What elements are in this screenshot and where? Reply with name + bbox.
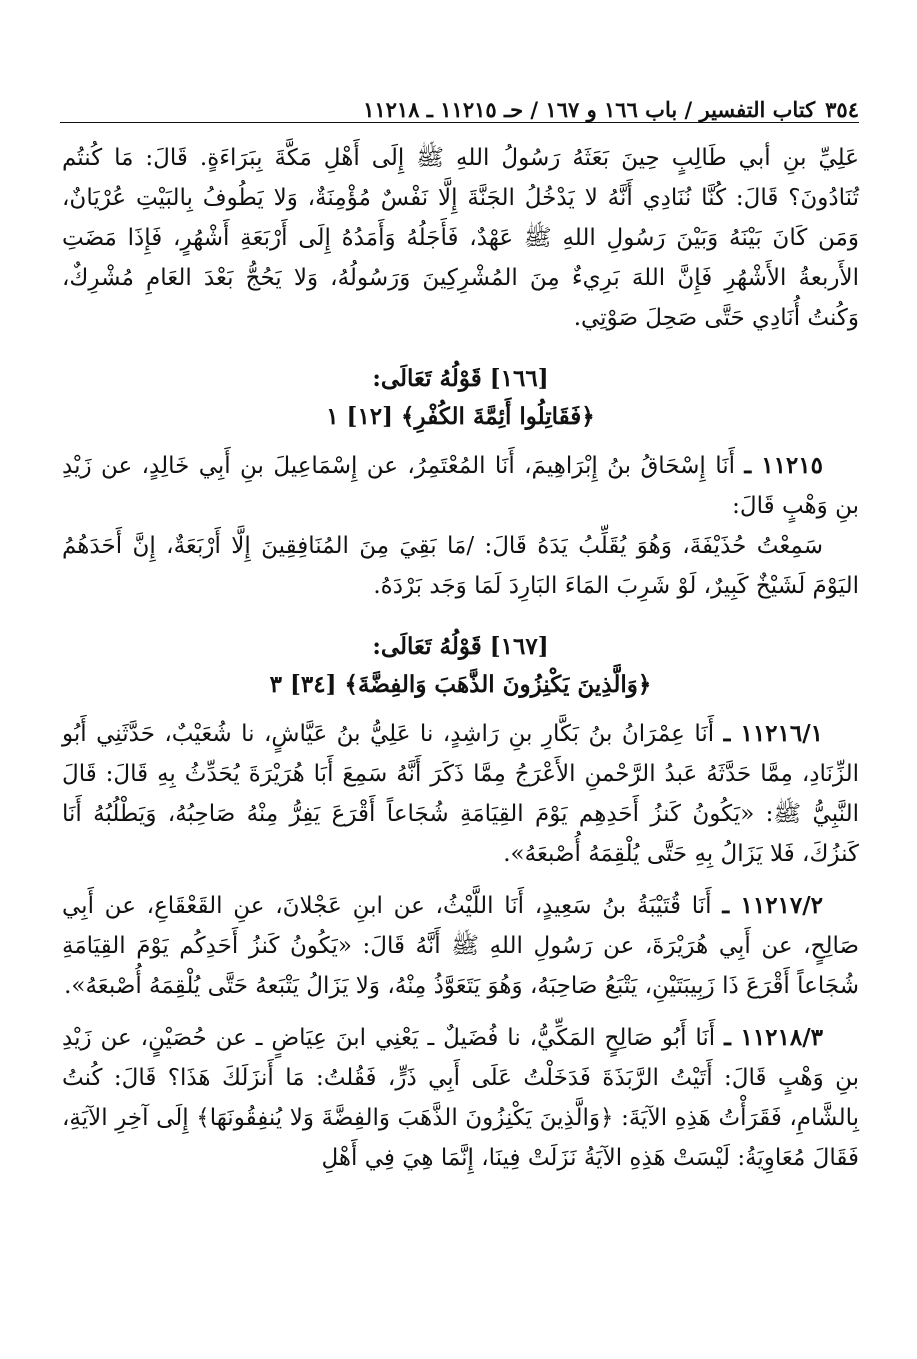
section-166-title: [١٦٦] قَوْلُهُ تَعَالَى: [372, 365, 549, 392]
hadith-11215-isnad [62, 446, 859, 526]
hadith-11218 [62, 1018, 859, 1178]
section-167-verse: ﴿وَالَّذِينَ يَكْنِزُونَ الذَّهَبَ وَالفِضَّةَ﴾ [٣٤] ٣ [269, 671, 652, 698]
section-166-heading [62, 360, 859, 436]
hadith-11215-isnad-text: أَنَا إِسْحَاقُ بنُ إِبْرَاهِيمَ، أَنَا المُعْتَمِرُ، عن إِسْمَاعِيلَ بنِ أَبِي خَالِدٍ، عن زَيْدِ بنِ وَهْبٍ قَالَ: [62, 453, 859, 519]
hadith-11215-number: ١١٢١٥ ـ [744, 452, 823, 479]
hadith-11215-matn: سَمِعْتُ حُذَيْفَةَ، وَهُوَ يُقَلِّبُ يَدَهُ قَالَ: /مَا بَقِيَ مِنَ المُنَافِقِينَ إِلَّا أَرْبَعَةٌ، إِنَّ أَحَدَهُمُ اليَوْمَ لَشَيْخٌ كَبِيرٌ، لَوْ شَرِبَ المَاءَ البَارِدَ لَمَا وَجَد بَرْدَهُ. [62, 533, 859, 599]
section-167-heading [62, 628, 859, 704]
section-166-verse: ﴿فَقَاتِلُوا أَئِمَّةَ الكُفْرِ﴾ [١٢] ١ [326, 403, 595, 430]
running-header [60, 88, 859, 123]
hadith-11216-number: ١١٢١٦/١ ـ [723, 720, 823, 747]
section-167-title: [١٦٧] قَوْلُهُ تَعَالَى: [372, 633, 549, 660]
hadith-11216-text: أَنَا عِمْرَانُ بنُ بَكَّارِ بنِ رَاشِدٍ، نا عَلِيُّ بنُ عَيَّاشٍ، نا شُعَيْبٌ، حَدَّثَنِي أَبُو الزِّنَادِ، مِمَّا حَدَّثَهُ عَبدُ الرَّحْمنِ الأَعْرَجُ مِمَّا ذَكَرَ أَنَّهُ سَمِعَ أَبَا هُرَيْرَةَ يُحَدِّثُ بِهِ قَالَ: قَالَ النَّبِيُّ ﷺ: «يَكُونُ كَنزُ أَحَدِهِم يَوْمَ القِيَامَةِ شُجَاعاً أَقْرَعَ يَفِرُّ مِنْهُ صَاحِبُهُ، وَيَطْلُبُهُ أَنَا كَنزُكَ، فَلا يَزَالُ بِهِ حَتَّى يُلْقِمَهُ أُصْبعَهُ». [62, 721, 859, 867]
intro-paragraph: عَلِيِّ بنِ أبي طَالِبٍ حِينَ بَعَثَهُ رَسُولُ اللهِ ﷺ إِلَى أَهْلِ مَكَّةَ بِبَرَاءَةٍ. قَالَ: مَا كُنتُم تُنَادُونَ؟ قَالَ: كُنَّا نُنَادِي أَنَّهُ لا يَدْخُلُ الجَنَّةَ إِلَّا نَفْسٌ مُؤْمِنَةٌ، وَلا يَطُوفُ بِالبَيْتِ عُرْيَانٌ، وَمَن كَانَ بَيْنَهُ وَبَيْنَ رَسُولِ اللهِ ﷺ عَهْدٌ، فَأَجَلُهُ وَأَمَدُهُ إِلَى أَرْبَعَةِ أَشْهُرٍ، فَإِذَا مَضَتِ الأَربعةُ الأَشْهُرِ فَإِنَّ اللهَ بَرِيءٌ مِنَ المُشْرِكِينَ وَرَسُولُهُ، وَلا يَحُجُّ بَعْدَ العَامِ مُشْرِكٌ، وَكُنتُ أُنَادِي حَتَّى صَحِلَ صَوْتِي. [62, 145, 859, 331]
hadith-11217 [62, 886, 859, 1006]
page-number: ٣٥٤ [825, 97, 859, 122]
running-title: كتاب التفسير / باب ١٦٦ و ١٦٧ / حـ ١١٢١٥ ـ ١١٢١٨ [363, 97, 816, 122]
hadith-11217-text: أَنَا قُتَيْبَةُ بنُ سَعِيدٍ، أَنَا اللَّيْثُ، عن ابنِ عَجْلانَ، عنِ القَعْقَاعِ، عن أَبِي صَالِحٍ، عن أَبِي هُرَيْرَةَ، عن رَسُولِ اللهِ ﷺ أَنَّهُ قَالَ: «يَكُونُ كَنزُ أَحَدِكُم يَوْمَ القِيَامَةِ شُجَاعاً أَقْرَعَ ذَا زَبِيبَتَيْنِ، يَتْبَعُ صَاحِبَهُ، وَهُوَ يَتَعَوَّذُ مِنْهُ، وَلا يَزَالُ يَتْبَعهُ حَتَّى يُلْقِمَهُ أُصْبعَهُ». [62, 893, 859, 999]
hadith-11218-text: أَنَا أَبُو صَالِحٍ المَكِّيُّ، نا فُضَيلٌ ـ يَعْنِي ابنَ عِيَاضٍ ـ عن حُصَيْنٍ، عن زَيْدِ بنِ وَهْبٍ قَالَ: أَتَيْتُ الرَّبَذَةَ فَدَخَلْتُ عَلَى أَبِي ذَرٍّ، فَقُلتُ: مَا أَنزَلَكَ هَذَا؟ قَالَ: كُنتُ بِالشَّامِ، فَقَرَأْتُ هَذِهِ الآيَةَ: ﴿وَالَّذِينَ يَكْنِزُونَ الذَّهَبَ وَالفِضَّةَ وَلا يُنفِقُونَهَا﴾ إِلَى آخِرِ الآيَةِ، فَقَالَ مُعَاوِيَةُ: لَيْسَتْ هَذِهِ الآيَةُ نَزَلَتْ فِينَا، إِنَّمَا هِيَ فِي أَهْلِ [62, 1025, 859, 1171]
hadith-11217-number: ١١٢١٧/٢ ـ [722, 892, 824, 919]
hadith-11216 [62, 714, 859, 874]
hadith-11218-number: ١١٢١٨/٣ ـ [724, 1024, 823, 1051]
page-body [62, 138, 859, 1178]
